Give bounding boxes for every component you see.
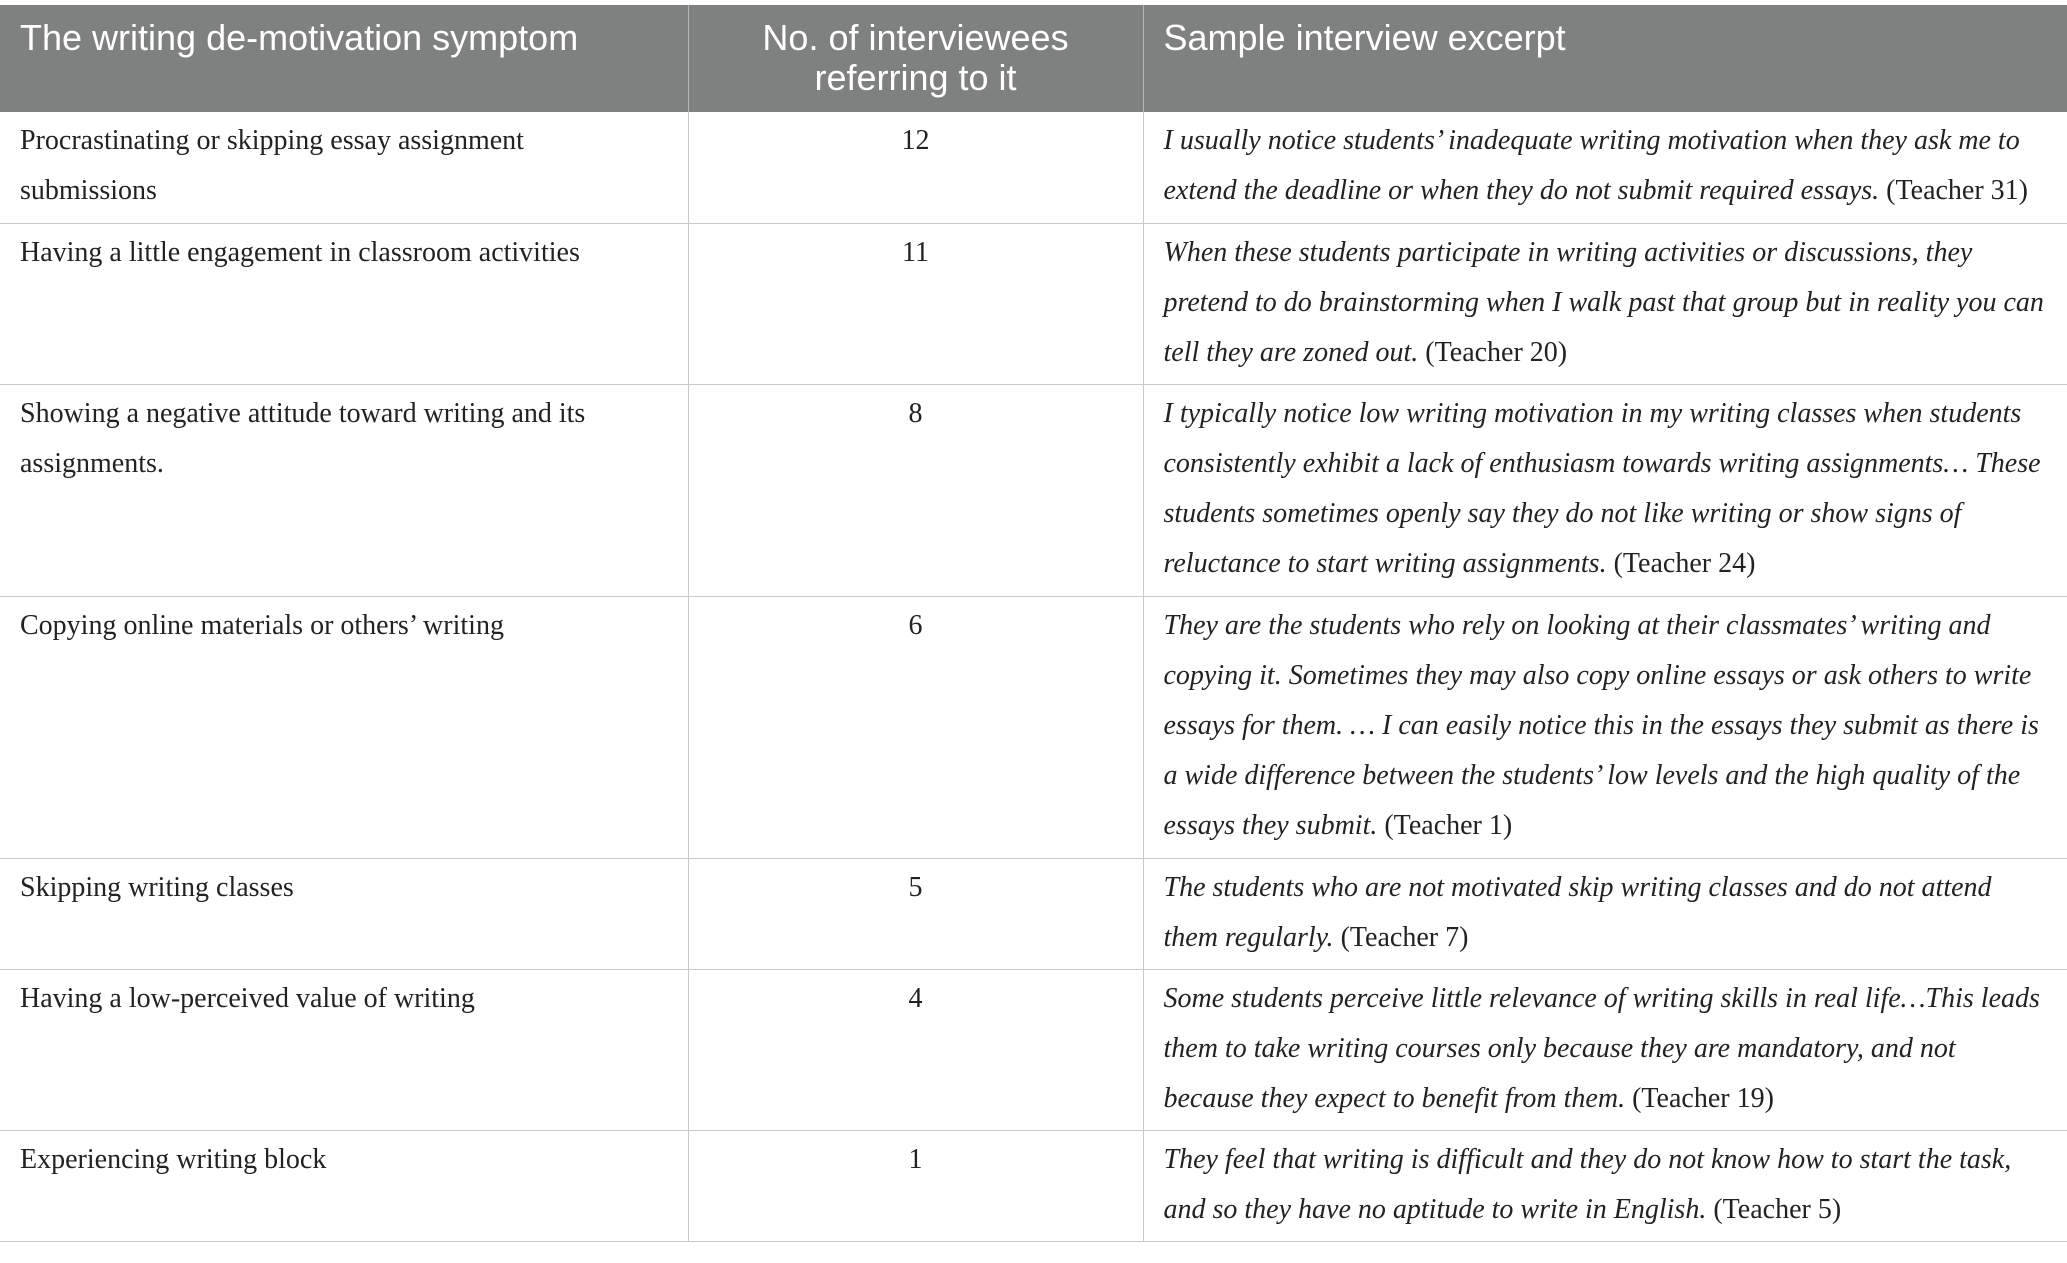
symptom-cell: Showing a negative attitude toward writing and its assignments.: [0, 384, 688, 596]
excerpt-cell: [1143, 969, 2067, 1130]
excerpt-quote: The students who are not motivated skip writing classes and do not attend them regularly.: [1163, 871, 1992, 953]
excerpt-cell: [1143, 112, 2067, 223]
symptom-cell: Procrastinating or skipping essay assignment submissions: [0, 112, 688, 223]
symptom-cell: Having a low-perceived value of writing: [0, 969, 688, 1130]
excerpt-quote: When these students participate in writing activities or discussions, they pretend to do brainstorming when I walk past that group but in reality you can tell they are zoned out.: [1163, 236, 2044, 368]
table-row: [0, 1130, 2067, 1241]
excerpt-source: (Teacher 19): [1632, 1082, 1774, 1114]
table-row: [0, 858, 2067, 969]
excerpt-source: (Teacher 24): [1613, 547, 1756, 579]
header-excerpt: Sample interview excerpt: [1143, 5, 2067, 112]
symptoms-table-container: [0, 5, 2067, 1242]
count-cell: 12: [688, 112, 1143, 223]
count-cell: 5: [688, 858, 1143, 969]
table-row: [0, 596, 2067, 858]
count-cell: 4: [688, 969, 1143, 1130]
excerpt-source: (Teacher 31): [1886, 175, 2029, 206]
excerpt-quote: I typically notice low writing motivation in my writing classes when students consistently exhibit a lack of enthusiasm towards writing assignments… These students sometimes openly say they do not like writing or show signs of reluctance to start writing assignments.: [1163, 397, 2041, 579]
excerpt-cell: [1143, 1130, 2067, 1241]
table-row: [0, 223, 2067, 384]
count-cell: 11: [688, 223, 1143, 384]
table-row: [0, 384, 2067, 596]
excerpt-cell: [1143, 384, 2067, 596]
excerpt-cell: [1143, 596, 2067, 858]
table-row: [0, 969, 2067, 1130]
count-cell: 1: [688, 1130, 1143, 1241]
excerpt-source: (Teacher 7): [1340, 921, 1469, 953]
excerpt-cell: [1143, 223, 2067, 384]
excerpt-quote: I usually notice students’ inadequate writing motivation when they ask me to extend the deadline or when they do not submit required essays.: [1163, 125, 2020, 206]
symptoms-table: [0, 5, 2067, 1242]
symptom-cell: Having a little engagement in classroom activities: [0, 223, 688, 384]
excerpt-quote: They are the students who rely on looking at their classmates’ writing and copying it. Sometimes they may also copy online essays or ask others to write essays for them. … I can easily notice this in the essays they submit as there is a wide difference between the students’ low levels and the high quality of the essays they submit.: [1163, 609, 2039, 841]
table-header-row: [0, 5, 2067, 112]
excerpt-source: (Teacher 5): [1713, 1193, 1842, 1225]
excerpt-cell: [1143, 858, 2067, 969]
table-row: [0, 112, 2067, 223]
excerpt-quote: They feel that writing is difficult and they do not know how to start the task, and so they have no aptitude to write in English.: [1163, 1143, 2012, 1225]
excerpt-quote: Some students perceive little relevance of writing skills in real life…This leads them to take writing courses only because they are mandatory, and not because they expect to benefit from them.: [1163, 982, 2040, 1114]
symptom-cell: Experiencing writing block: [0, 1130, 688, 1241]
count-cell: 8: [688, 384, 1143, 596]
excerpt-source: (Teacher 20): [1425, 336, 1568, 368]
header-count: No. of interviewees referring to it: [688, 5, 1143, 112]
count-cell: 6: [688, 596, 1143, 858]
symptom-cell: Skipping writing classes: [0, 858, 688, 969]
symptom-cell: Copying online materials or others’ writing: [0, 596, 688, 858]
header-symptom: The writing de-motivation symptom: [0, 5, 688, 112]
excerpt-source: (Teacher 1): [1384, 809, 1513, 841]
